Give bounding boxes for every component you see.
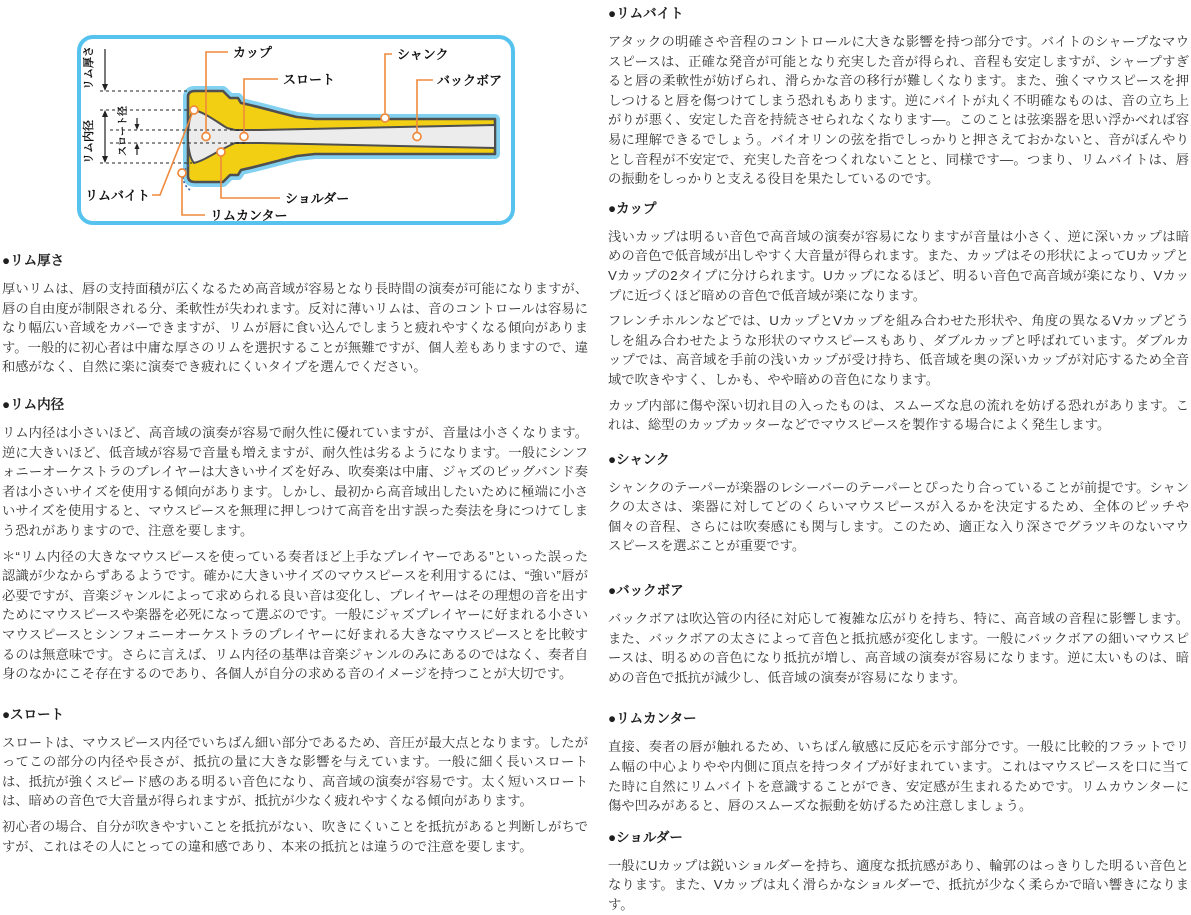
paragraph: 初心者の場合、自分が吹きやすいことを抵抗がない、吹きにくいことを抵抗があると判断しがちですが、これはその人にとっての違和感であり、本来の抵抗とは違うので注意を要します。	[2, 819, 588, 854]
section-shoulder	[608, 829, 1189, 915]
section-backbore	[608, 582, 1189, 687]
section-title-rim-thickness: ●リム厚さ	[2, 253, 65, 268]
section-title-rim-inner-diameter: ●リム内径	[2, 396, 65, 412]
paragraph: シャンクのテーパーが楽器のレシーバーのテーパーとぴったり合っていることが前提です。シャンクの太さは、楽器に対してどのくらいマウスピースが入るかを決定するため、全体のピッチや個々の音程、さらには吹奏感にも関与します。このため、適正な入り深さでグラツキのないマウスピースを選ぶことが重要です。	[608, 479, 1189, 554]
paragraph: リム内径は小さいほど、高音域の演奏が容易で耐久性に優れていますが、音量は小さくなります。逆に大きいほど、低音域が容易で音量も増えますが、耐久性は劣るようになります。一般にシンフォニーオーケストラのプレイヤーは大きいサイズを好み、吹奏楽は中庸、ジャズのビッグバンド奏者は小さいサイズを使用する傾向があります。しかし、最初から高音域出したいために極端に小さいサイズを使用すると、マウスピースを無理に押しつけて高音を出す誤った奏法を身につけてしまう恐れがありますので、注意を要します。	[2, 424, 588, 538]
rim-bite-label: リムバイト	[85, 188, 151, 203]
paragraph: カップ内部に傷や深い切れ目の入ったものは、スムーズな息の流れを妨げる恐れがあります。これは、総型のカップカッターなどでマウスピースを製作する場合によく発生します。	[608, 397, 1189, 433]
rim-contour-label: リムカンター	[210, 208, 288, 223]
mouthpiece-diagram	[75, 33, 520, 225]
section-title-shoulder: ●ショルダー	[608, 829, 683, 845]
backbore-label: バックボア	[437, 73, 503, 88]
shank-point	[381, 114, 389, 122]
section-title-rim-contour: ●リムカンター	[608, 711, 697, 727]
backbore-point	[413, 133, 421, 141]
throat-point	[240, 133, 248, 141]
section-title-rim-bite: ●リムバイト	[608, 6, 684, 21]
section-rim-bite	[608, 5, 1189, 189]
paragraph: スロートは、マウスピース内径でいちばん細い部分であるため、音圧が最大点となります。したがってこの部分の内径や長さが、抵抗の量に大きな影響を与えています。一般に細く長いスロートは、抵抗が強くスピード感のある明るい音色になり、高音域の演奏が容易です。太く短いスロートは、暗めの音色で大音量が得られますが、抵抗が少なく疲れやすくなる傾向があります。	[2, 734, 588, 809]
section-cup	[608, 200, 1189, 435]
throat-diameter-dim-label: スロート径	[118, 106, 129, 156]
section-title-cup: ●カップ	[608, 200, 657, 216]
paragraph: フレンチホルンなどでは、UカップとVカップを組み合わせた形状や、角度の異なるVカップどうしを組み合わせたような形状のマウスピースもあり、ダブルカップと呼ばれています。ダブルカップでは、高音域を手前の浅いカップが受け持ち、低音域を奥の深いカップが対応するため全音域で吹きやすく、しかも、やや暗めの音色になります。	[608, 313, 1189, 387]
cup-point	[202, 133, 210, 141]
section-title-backbore: ●バックボア	[608, 583, 684, 599]
shoulder-point	[217, 148, 225, 156]
paragraph: ＊“リム内径の大きなマウスピースを使っている奏者ほど上手なプレイヤーである”といった誤った認識が少なからずあるようです。確かに大きいサイズのマウスピースを利用するには、“強い”唇が必要ですが、音楽ジャンルによって求められる良い音は変化し、プレイヤーはその理想の音を出すためにマウスピースや楽器を必死になって選ぶのです。一般にジャズプレイヤーに好まれる小さいマウスピースとシンフォニーオーケストラのプレイヤーに好まれる大きなマウスピースとを比較するのは無意味です。さらに言えば、リム内径の基準は音楽ジャンルのみにあるのではなく、奏者自身のなかにこそ存在するのであり、各個人が自分の求める音のイメージを持つことが大切です。	[2, 548, 588, 682]
section-rim-inner-diameter	[2, 396, 588, 684]
section-throat	[2, 706, 588, 857]
throat-label: スロート	[283, 72, 336, 87]
rim-thickness-dim-label: リム厚さ	[83, 46, 95, 90]
section-title-throat: ●スロート	[2, 706, 65, 722]
mouthpiece-cross-section	[75, 33, 520, 225]
paragraph: 厚いリムは、唇の支持面積が広くなるため高音域が容易となり長時間の演奏が可能になりますが、唇の自由度が制限される分、柔軟性が失われます。反対に薄いリムは、音のコントロールは容易になり幅広い音域をカバーできますが、リムが唇に食い込んでしまうと疲れやすくなる傾向があります。一般的に初心者は中庸な厚さのリムを選択することが無難ですが、個人差もありますので、違和感がなく、自然に楽に演奏でき疲れにくいタイプを選んでください。	[2, 281, 588, 375]
section-shank	[608, 451, 1189, 556]
rim-inner-diameter-dim-label: リム内径	[83, 120, 95, 164]
paragraph: バックボアは吹込管の内径に対応して複雑な広がりを持ち、特に、高音域の音程に影響します。また、バックボアの太さによって音色と抵抗感が変化します。一般にバックボアの細いマウスピースは、明るめの音色になり抵抗が増し、高音域の演奏が容易になります。逆に太いものは、暗めの音色で抵抗が減少し、低音域の演奏が容易になります。	[608, 611, 1189, 685]
left-column	[2, 0, 588, 856]
paragraph: 直接、奏者の唇が触れるため、いちばん敏感に反応を示す部分です。一般に比較的フラットでリム幅の中心よりやや内側に頂点を持つタイプが好まれています。これはマウスピースを口に当てた時に自然にリムバイトを意識することができ、安定感が生まれるためです。リムカウンターに傷や凹みがあると、唇のスムーズな振動を妨げるため注意しましょう。	[608, 739, 1189, 814]
right-column	[608, 0, 1189, 912]
section-rim-contour	[608, 710, 1189, 815]
shank-label: シャンク	[397, 47, 449, 62]
rim-contour-point	[178, 169, 186, 177]
rim-bite-point	[190, 106, 198, 114]
paragraph: アタックの明確さや音程のコントロールに大きな影響を持つ部分です。バイトのシャープなマウスピースは、正確な発音が可能となり充実した音が得られ、音程も安定しますが、シャープすぎると唇の柔軟性が妨げられ、滑らかな音の移行が難しくなります。また、強くマウスピースを押しつけると唇を傷つけてしまう恐れもあります。逆にバイトが丸く不明確なものは、音の立ち上がりが悪く、安定した音を持続させられなくなります―。このことは弦楽器を思い浮かべれば容易に理解できるでしょう。バイオリンの弦を指でしっかりと押さえておかないと、音がぼんやりとし音程が不安定で、充実した音をつくれないことと、同様です―。つまり、リムバイトは、唇の振動をしっかりと支える役目を果たしているのです。	[608, 34, 1189, 187]
cup-label: カップ	[233, 45, 272, 60]
section-rim-thickness	[2, 252, 588, 377]
paragraph: 一般にUカップは鋭いショルダーを持ち、適度な抵抗感があり、輪郭のはっきりした明るい音色となります。また、Vカップは丸く滑らかなショルダーで、抵抗が少なく柔らかで暗い響きになります。	[608, 857, 1189, 912]
paragraph: 浅いカップは明るい音色で高音域の演奏が容易になりますが音量は小さく、逆に深いカップは暗めの音色で低音域が出しやすく大音量が得られます。また、カップはその形状によってUカップとVカップの2タイプに分けられます。Uカップになるほど、明るい音色で高音域が楽になり、Vカップに近づくほど暗めの音色で低音域が楽になります。	[608, 228, 1189, 303]
section-title-shank: ●シャンク	[608, 451, 670, 467]
shoulder-label: ショルダー	[285, 191, 350, 206]
